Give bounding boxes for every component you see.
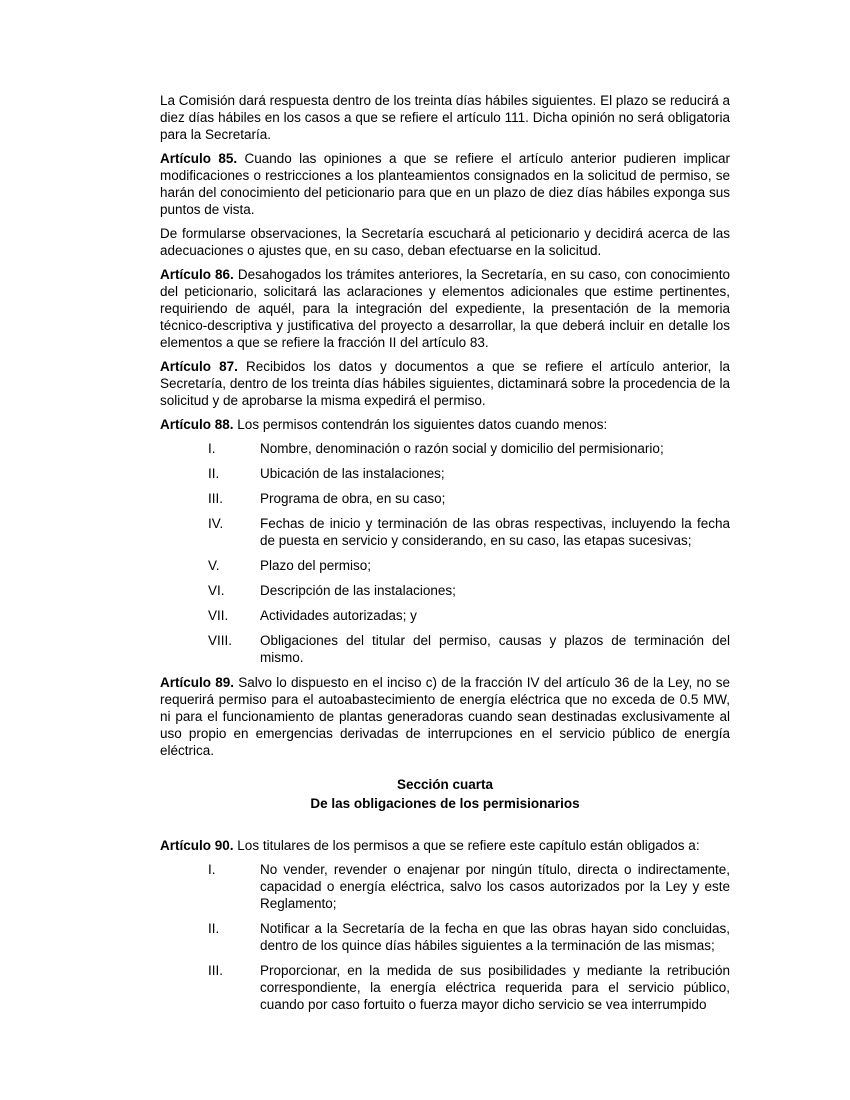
paragraph	[160, 266, 730, 351]
list-item	[160, 557, 730, 574]
list-item-numeral: VI.	[208, 583, 225, 598]
list-item-numeral: II.	[208, 466, 220, 481]
article-label: Artículo 85.	[160, 151, 238, 166]
list-item-text: Obligaciones del titular del permiso, causas y plazos de terminación del mismo.	[260, 633, 730, 665]
paragraph-text: Salvo lo dispuesto en el inciso c) de la fracción IV del artículo 36 de la Ley, no se requerirá permiso para el autoabastecimiento de energía eléctrica que no exceda de 0.5 MW, ni para el funcionamiento de plantas generadoras cuando sean destinadas exclusivamente al uso propio en emergencias derivadas de interrupciones en el servicio público de energía eléctrica.	[160, 675, 730, 758]
paragraph	[160, 150, 730, 218]
list-item-text: Ubicación de las instalaciones;	[260, 466, 445, 481]
section-heading	[160, 775, 730, 813]
list-item	[160, 632, 730, 666]
paragraph-text: Los permisos contendrán los siguientes datos cuando menos:	[237, 417, 608, 432]
paragraph-text: Los titulares de los permisos a que se refiere este capítulo están obligados a:	[237, 838, 700, 853]
paragraph	[160, 92, 730, 143]
article-label: Artículo 90.	[160, 838, 234, 853]
list-item-text: Notificar a la Secretaría de la fecha en que las obras hayan sido concluidas, dentro de los quince días hábiles siguientes a la terminación de las mismas;	[260, 921, 730, 953]
paragraph-text: De formularse observaciones, la Secretaría escuchará al peticionario y decidirá acerca de las adecuaciones o ajustes que, en su caso, deban efectuarse en la solicitud.	[160, 226, 730, 258]
list-item-numeral: III.	[208, 963, 224, 978]
list-item-numeral: VII.	[208, 608, 229, 623]
article-label: Artículo 87.	[160, 359, 238, 374]
list-item-numeral: I.	[208, 441, 216, 456]
list-item-text: Nombre, denominación o razón social y domicilio del permisionario;	[260, 441, 664, 456]
paragraph-text: Recibidos los datos y documentos a que se refiere el artículo anterior, la Secretaría, dentro de los treinta días hábiles siguientes, dictaminará sobre la procedencia de la solicitud y de aprobarse la misma expedirá el permiso.	[160, 359, 730, 408]
list-item-text: No vender, revender o enajenar por ningún título, directa o indirectamente, capacidad o energía eléctrica, salvo los casos autorizados por la Ley y este Reglamento;	[260, 862, 730, 911]
article-label: Artículo 89.	[160, 675, 235, 690]
list-item-text: Fechas de inicio y terminación de las obras respectivas, incluyendo la fecha de puesta en servicio y considerando, en su caso, las etapas sucesivas;	[260, 516, 730, 548]
list-item-numeral: V.	[208, 558, 220, 573]
list-item	[160, 861, 730, 912]
list-item	[160, 515, 730, 549]
list-item-numeral: II.	[208, 921, 220, 936]
list-item-numeral: III.	[208, 491, 224, 506]
list-item-text: Actividades autorizadas; y	[260, 608, 417, 623]
paragraph-text: La Comisión dará respuesta dentro de los treinta días hábiles siguientes. El plazo se reducirá a diez días hábiles en los casos a que se refiere el artículo 111. Dicha opinión no será obligatoria para la Secretaría.	[160, 93, 730, 142]
paragraph	[160, 416, 730, 433]
article-label: Artículo 88.	[160, 417, 234, 432]
list-item-numeral: I.	[208, 862, 216, 877]
section-heading-line: Sección cuarta	[396, 777, 494, 792]
paragraph-text: Cuando las opiniones a que se refiere el artículo anterior pudieren implicar modificaciones o restricciones a los planteamientos consignados en la solicitud de permiso, se harán del conocimiento del peticionario para que en un plazo de diez días hábiles exponga sus puntos de vista.	[160, 151, 730, 217]
list-item	[160, 582, 730, 599]
roman-list	[160, 861, 730, 1013]
list-item-text: Plazo del permiso;	[260, 558, 372, 573]
list-item	[160, 465, 730, 482]
paragraph	[160, 225, 730, 259]
paragraph	[160, 358, 730, 409]
list-item	[160, 962, 730, 1013]
list-item-text: Proporcionar, en la medida de sus posibilidades y mediante la retribución correspondiente, la energía eléctrica requerida para el servicio público, cuando por caso fortuito o fuerza mayor dicho servicio se vea interrumpido	[260, 963, 730, 1012]
list-item-text: Programa de obra, en su caso;	[260, 491, 446, 506]
section-heading-line: De las obligaciones de los permisionarios	[310, 796, 580, 811]
list-item	[160, 490, 730, 507]
list-item	[160, 440, 730, 457]
document-body	[160, 92, 730, 1021]
article-label: Artículo 86.	[160, 267, 234, 282]
paragraph-text: Desahogados los trámites anteriores, la Secretaría, en su caso, con conocimiento del peticionario, solicitará las aclaraciones y elementos adicionales que estime pertinentes, requiriendo de aquél, para la integración del expediente, la presentación de la memoria técnico-descriptiva y justificativa del proyecto a desarrollar, la que deberá incluir en detalle los elementos a que se refiere la fracción II del artículo 83.	[160, 267, 730, 350]
paragraph	[160, 837, 730, 854]
paragraph	[160, 674, 730, 759]
list-item	[160, 920, 730, 954]
list-item	[160, 607, 730, 624]
list-item-numeral: IV.	[208, 516, 224, 531]
list-item-numeral: VIII.	[208, 633, 233, 648]
list-item-text: Descripción de las instalaciones;	[260, 583, 456, 598]
roman-list	[160, 440, 730, 666]
